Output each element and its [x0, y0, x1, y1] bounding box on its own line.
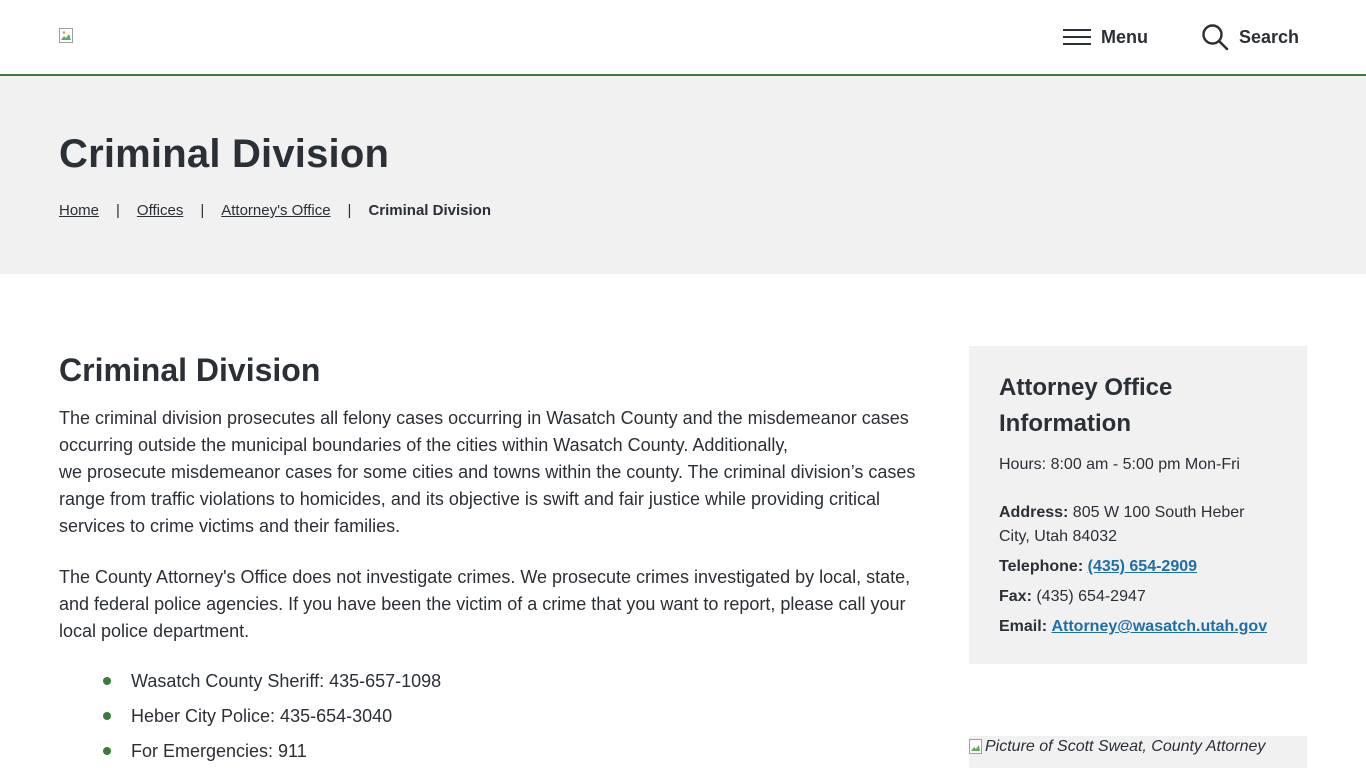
address-row — [999, 501, 1277, 549]
list-item: Wasatch County Sheriff: 435-657-1098 — [103, 669, 929, 693]
telephone-row — [999, 555, 1277, 579]
office-info-panel — [969, 346, 1307, 664]
telephone-label: Telephone: — [999, 558, 1084, 575]
breadcrumb — [59, 202, 491, 219]
breadcrumb-separator: | — [347, 202, 352, 219]
list-item: Heber City Police: 435-654-3040 — [103, 704, 929, 728]
broken-image-icon — [969, 739, 983, 755]
page-hero — [0, 76, 1366, 274]
breadcrumb-separator: | — [200, 202, 205, 219]
breadcrumb-home-link[interactable]: Home — [59, 202, 100, 219]
address-value: 805 W 100 South Heber City, Utah 84032 — [999, 504, 1245, 545]
investigation-paragraph: The County Attorney's Office does not investigate crimes. We prosecute crimes investigated by local, state, and federal police agencies. If you have been the victim of a crime that you want to report, please call your local police department. — [59, 567, 911, 641]
menu-button[interactable] — [1063, 22, 1148, 52]
breadcrumb-attorneys-office-link[interactable]: Attorney's Office — [221, 202, 331, 219]
breadcrumb-offices-link[interactable]: Offices — [136, 202, 184, 219]
breadcrumb-separator: | — [116, 202, 120, 219]
address-label: Address: — [999, 504, 1069, 521]
section-heading: Criminal Division — [59, 352, 321, 388]
police-contacts-list — [103, 669, 929, 763]
breadcrumb-current-page: Criminal Division — [368, 202, 491, 219]
email-row — [999, 615, 1277, 639]
intro-paragraph — [59, 405, 929, 540]
fax-row — [999, 585, 1277, 609]
search-icon — [1201, 23, 1229, 51]
fax-label: Fax: — [999, 588, 1032, 605]
attorney-photo — [969, 736, 1307, 768]
fax-value: (435) 654-2947 — [1031, 588, 1146, 605]
menu-button-label: Menu — [1101, 26, 1148, 47]
list-item: For Emergencies: 911 — [103, 739, 929, 763]
office-hours: Hours: 8:00 am - 5:00 pm Mon-Fri — [999, 456, 1240, 473]
telephone-link[interactable]: (435) 654-2909 — [1087, 558, 1198, 575]
search-button-label: Search — [1239, 26, 1300, 47]
site-header — [0, 0, 1366, 76]
intro-paragraph-line1: The criminal division prosecutes all felony cases occurring in Wasatch County and the misdemeanor cases occurring outside the municipal boundaries of the cities within Wasatch County. Additionally, — [59, 408, 909, 455]
search-button[interactable] — [1201, 22, 1299, 52]
email-label: Email: — [999, 618, 1048, 635]
intro-paragraph-line2: we prosecute misdemeanor cases for some cities and towns within the county. The criminal division’s cases range from traffic violations to homicides, and its objective is swift and fair justice while providing critical services to crime victims and their families. — [59, 462, 916, 536]
office-info-title: Attorney Office Information — [999, 374, 1173, 437]
broken-image-alt — [969, 738, 1265, 756]
main-content — [59, 346, 929, 768]
page-title: Criminal Division — [59, 132, 390, 176]
email-link[interactable]: Attorney@wasatch.utah.gov — [1051, 618, 1268, 635]
site-logo-broken-image-icon[interactable] — [59, 28, 75, 44]
attorney-photo-alt-text: Picture of Scott Sweat, County Attorney — [985, 738, 1266, 755]
hamburger-menu-icon — [1063, 27, 1091, 47]
